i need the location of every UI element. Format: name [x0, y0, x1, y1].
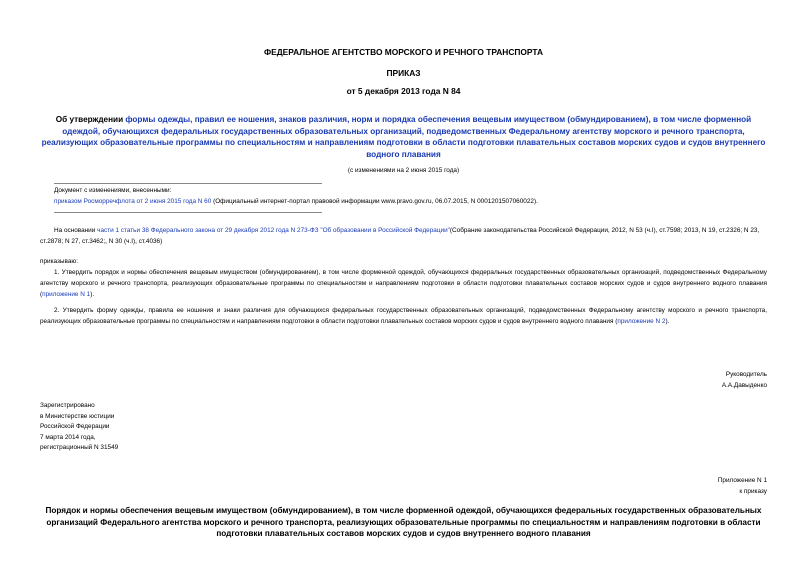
basis-suffix: (Собрание законодательства Российской Федерации, 2012, N 53 (ч.I), ст.7598; 2013, N 19, ст.2326; N 23, ст.2878; N 27, ст.3462;, N 30 (ч.I), ст.4036)	[40, 227, 760, 245]
registration-block	[40, 401, 118, 454]
appendix-title: Порядок и нормы обеспечения вещевым имуществом (обмундированием), в том числе форменной одеждой, обучающихся федеральных государственных образовательных организаций Федерального агентства морского и речного транспорта, реализующих образовательные программы по специальностям и направлениям подготовки в области подготовки плавательных составов морских судов и судов внутреннего водного плавания	[45, 506, 762, 539]
divider-top	[54, 183, 322, 184]
item-2-text: 2. Утвердить форму одежды, правила ее ношения и знаки различия для обучающихся федеральных государственных образовательных организаций, подведомственных Федеральному агентству морского и речного транспорта, реализующих образовательные программы по специальностям и направлениям подготовки в области подготовки плавательных составов морских судов и судов внутреннего водного плавания (	[40, 307, 767, 325]
appendix-1-link[interactable]: приложение N 1	[42, 290, 91, 298]
revision-note: (с изменениями на 2 июня 2015 года)	[347, 167, 460, 174]
signer-block	[722, 369, 767, 391]
divider-bottom	[54, 212, 322, 213]
changes-line	[54, 197, 754, 208]
registration-line: в Министерстве юстиции	[40, 412, 115, 420]
registration-line: Зарегистрировано	[40, 402, 95, 409]
changes-suffix: (Официальный интернет-портал правовой информации www.pravo.gov.ru, 06.07.2015, N 0001201507060022).	[211, 197, 538, 205]
appendix-to: к приказу	[739, 488, 767, 495]
basis-link[interactable]: части 1 статьи 38 Федерального закона от 29 декабря 2012 года N 273-ФЗ "Об образовании в Российской Федерации"	[97, 227, 450, 234]
registration-line: 7 марта 2014 года,	[40, 433, 96, 441]
document-title	[40, 114, 767, 160]
item-1-end: ).	[90, 290, 95, 298]
changes-block	[54, 186, 754, 207]
title-link[interactable]: формы одежды, правил ее ношения, знаков различия, норм и порядка обеспечения вещевым имуществом (обмундированием), в том числе форменной одеждой, обучающихся федеральных государственных образовательных организаций, подведомственных Федеральному агентству морского и речного транспорта, реализующих образовательные программы по специальностям и направлениям подготовки в области подготовки плавательных составов морских судов и судов внутреннего водного плавания	[41, 115, 766, 159]
appendix-2-link[interactable]: приложение N 2	[617, 317, 666, 325]
document-type: ПРИКАЗ	[386, 68, 421, 78]
registration-line: регистрационный N 31549	[40, 444, 119, 452]
item-1-text: 1. Утвердить порядок и нормы обеспечения вещевым имуществом (обмундированием), в том числе форменной одеждой, обучающихся федеральных государственных образовательных организаций, подведомственных Федеральному агентству морского и речного транспорта, реализующих образовательные программы по специальностям и направлениям подготовки в области подготовки плавательных составов морских судов и судов внутреннего водного плавания (	[40, 269, 767, 298]
agency-name: ФЕДЕРАЛЬНОЕ АГЕНТСТВО МОРСКОГО И РЕЧНОГО ТРАНСПОРТА	[263, 47, 544, 57]
registration-line: Российской Федерации	[40, 423, 110, 431]
appendix-header	[718, 475, 767, 497]
signer-name: А.А.Давыденко	[721, 382, 767, 389]
title-prefix: Об утверждении	[55, 115, 126, 124]
order-item-1	[40, 268, 767, 300]
basis-paragraph	[40, 225, 767, 247]
order-item-2	[40, 306, 767, 328]
basis-prefix: На основании	[54, 227, 98, 234]
changes-label: Документ с изменениями, внесенными:	[54, 187, 172, 194]
changes-link[interactable]: приказом Росморречфлота от 2 июня 2015 года N 60	[54, 197, 212, 205]
item-2-end: ).	[665, 317, 670, 325]
appendix-label: Приложение N 1	[717, 477, 767, 484]
document-date-number: от 5 декабря 2013 года N 84	[346, 86, 461, 96]
order-word: приказываю:	[40, 258, 78, 265]
signer-position: Руководитель	[725, 371, 767, 378]
